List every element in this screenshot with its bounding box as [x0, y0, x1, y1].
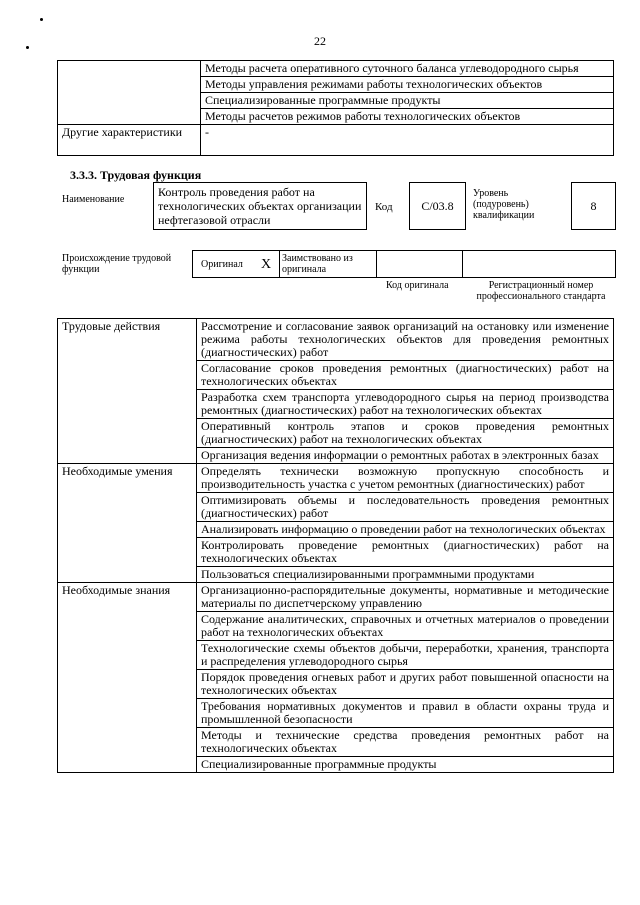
table-cell-empty: [58, 61, 201, 125]
table-cell: Рассмотрение и согласование заявок организаций на остановку или изменение режима работы технологических объектов для проведения ремонтных (диагностических) работ: [197, 319, 614, 361]
level-box: [571, 182, 616, 230]
table-cell: Оперативный контроль этапов и сроков проведения ремонтных (диагностических) работ на технологических объектах: [197, 419, 614, 448]
code-box: [409, 182, 466, 230]
level-value: 8: [590, 198, 597, 213]
group-label: Необходимые знания: [58, 583, 197, 773]
table-cell: Специализированные программные продукты: [201, 93, 614, 109]
table-row: [58, 61, 614, 77]
reg-number-caption: Регистрационный номер профессионального стандарта: [476, 280, 606, 302]
level-label: Уровень (подуровень) квалификации: [473, 188, 535, 221]
borrowed-label: Заимствовано из оригинала: [282, 253, 353, 275]
table-cell: Согласование сроков проведения ремонтных (диагностических) работ на технологических объектах: [197, 361, 614, 390]
top-table: [57, 60, 614, 156]
table-cell: Методы и технические средства проведения ремонтных работ на технологических объектах: [197, 728, 614, 757]
page-number: 22: [314, 34, 326, 48]
table-cell: Пользоваться специализированными программными продуктами: [197, 567, 614, 583]
table-cell: Специализированные программные продукты: [197, 757, 614, 773]
section-title: 3.3.3. Трудовая функция: [70, 168, 202, 182]
scan-mark-dot: [40, 18, 43, 21]
table-cell: Порядок проведения огневых работ и других работ повышенной опасности на технологических объектах: [197, 670, 614, 699]
table-cell: Оптимизировать объемы и последовательность проведения ремонтных (диагностических) работ: [197, 493, 614, 522]
reg-number-cell: [462, 251, 615, 277]
name-label: Наименование: [62, 194, 125, 205]
original-label: Оригинал: [201, 259, 243, 270]
function-name-box: [153, 182, 367, 230]
table-row: [58, 319, 614, 361]
table-cell: Организационно-распорядительные документы, нормативные и методические материалы по диспетчерскому управлению: [197, 583, 614, 612]
table-cell: Методы управления режимами работы технологических объектов: [201, 77, 614, 93]
table-cell: Методы расчетов режимов работы технологических объектов: [201, 109, 614, 125]
table-cell: Методы расчета оперативного суточного баланса углеводородного сырья: [201, 61, 614, 77]
origin-label: Происхождение трудовой функции: [62, 253, 172, 275]
table-cell: Организация ведения информации о ремонтных работах в электронных базах: [197, 448, 614, 464]
code-label: Код: [375, 201, 393, 213]
table-cell: Технологические схемы объектов добычи, переработки, хранения, транспорта и распределения углеводородного сырья: [197, 641, 614, 670]
table-cell: Требования нормативных документов и правил в области охраны труда и промышленной безопасности: [197, 699, 614, 728]
main-table: [57, 318, 614, 773]
function-name: Контроль проведения работ на технологических объектах организации нефтегазовой отрасли: [158, 185, 362, 227]
table-cell: Содержание аналитических, справочных и отчетных материалов о проведении работ на технологических объектах: [197, 612, 614, 641]
code-value: С/03.8: [421, 198, 454, 213]
table-cell: Разработка схем транспорта углеводородного сырья на период производства ремонтных (диагностических) работ на технологических объектах: [197, 390, 614, 419]
table-row: [58, 583, 614, 612]
code-original-caption: Код оригинала: [386, 280, 449, 291]
table-row: [58, 464, 614, 493]
table-cell: Контролировать проведение ремонтных (диагностических) работ на технологических объектах: [197, 538, 614, 567]
group-label: Трудовые действия: [58, 319, 197, 464]
borrowed-cell: [279, 251, 377, 277]
row-label: Другие характеристики: [58, 125, 201, 156]
table-cell: Определять технически возможную пропускную способность и производительность участка с учетом ремонтных (диагностических) работ: [197, 464, 614, 493]
table-cell: -: [201, 125, 614, 156]
table-row: [58, 125, 614, 156]
original-mark: X: [261, 257, 272, 272]
code-original-cell: [376, 251, 463, 277]
table-cell: Анализировать информацию о проведении работ на технологических объектах: [197, 522, 614, 538]
origin-grid: [192, 250, 616, 278]
original-cell: [193, 251, 280, 277]
group-label: Необходимые умения: [58, 464, 197, 583]
